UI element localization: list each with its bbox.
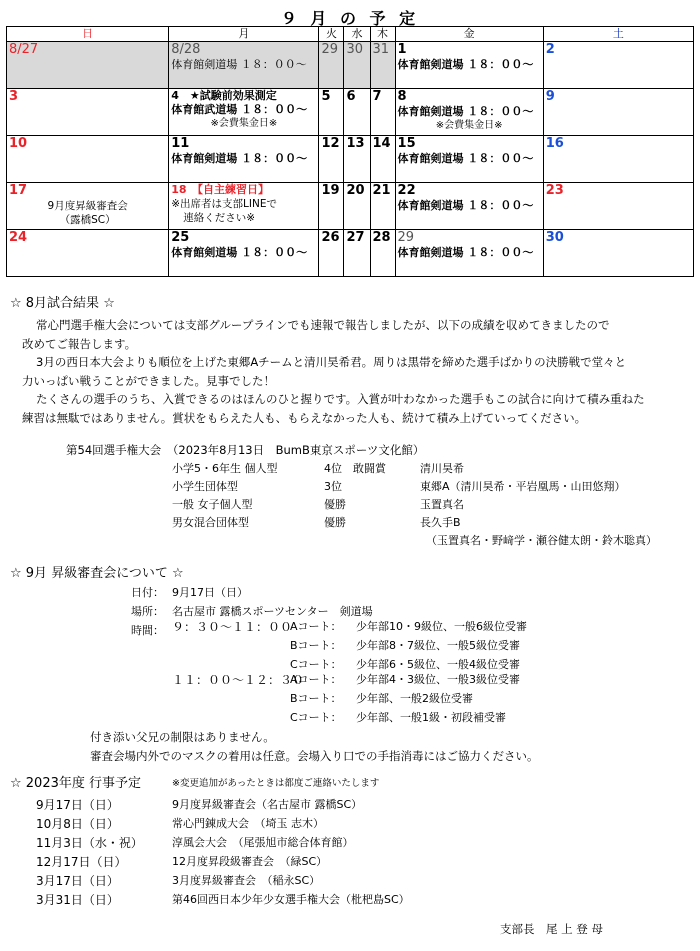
calendar-cell [344,42,370,89]
day-number: 26 [321,230,340,245]
weekday-thu: 木 [370,27,395,42]
exam-desc: 少年部、一般1級・初段補受審 [356,711,506,724]
weekday-mon: 月 [169,27,319,42]
calendar-cell [370,183,395,230]
calendar-cell [543,42,693,89]
day-number: 3 [9,89,19,104]
exam-court: Bコート： [290,639,342,652]
event-heading [171,183,316,197]
day-number: 11 [171,136,190,151]
weekday-wed: 水 [344,27,370,42]
calendar-cell [7,89,169,136]
event-text: 体育館剣道場 １８：００～ [397,152,534,165]
weekday-sat: 土 [543,27,693,42]
result-category: 男女混合団体型 [172,516,249,529]
result-category: 一般 女子個人型 [172,498,253,511]
exam-place-label: 場所： [131,605,164,618]
weekday-sun: 日 [7,27,169,42]
schedule-event: 第46回西日本少年少女選手権大会（枇杷島SC） [172,893,410,906]
day-number: 15 [397,136,416,151]
day-number: 27 [346,230,365,245]
signature: 支部長 尾 上 登 母 [500,922,603,936]
calendar [6,26,694,277]
exam-court: Aコート： [290,620,342,633]
day-number: 21 [372,183,391,198]
event-tag: 【自主練習日】 [197,183,270,196]
event-text: 体育館剣道場 １８：００～ [397,58,534,71]
page-title: ９ 月 の 予 定 [280,9,420,28]
calendar-cell [169,42,319,89]
event-heading [171,89,316,103]
schedule-remark: ※変更追加があったときは都度ご連絡いたします [172,778,380,789]
event-note: ※出席者は支部LINEで [171,198,277,210]
event-note: ※会費集金日※ [210,118,278,129]
calendar-cell [169,136,319,183]
schedule-event: 3月度昇級審査会 （稲永SC） [172,874,321,887]
schedule-heading: ☆ 2023年度 行事予定 [10,776,142,791]
calendar-cell [7,136,169,183]
results-text: 力いっぱい戦うことができました。見事でした！ [22,373,275,388]
exam-date: 9月17日（日） [172,586,248,599]
exam-desc: 少年部6・5級位、一般4級位受審 [356,658,520,671]
calendar-week [7,230,694,277]
calendar-cell [395,136,543,183]
results-text: 練習は無駄ではありません。賞状をもらえた人も、もらえなかった人も、続けて積み上げていってください。 [22,410,587,425]
day-number: 17 [9,183,28,198]
event-place: （露橋SC） [59,214,116,226]
calendar-cell [370,136,395,183]
calendar-cell [344,136,370,183]
calendar-cell [344,89,370,136]
weekday-tue: 火 [319,27,344,42]
exam-time: １１：００～１２：３０ [172,673,305,687]
calendar-cell [344,183,370,230]
calendar-week [7,136,694,183]
event-title: 9月度昇級審査会 [47,200,128,212]
day-number: 4 [171,89,179,102]
event-text: 体育館剣道場 １８：００～ [397,246,534,259]
schedule-event: 12月度昇段級審査会 （緑SC） [172,855,328,868]
day-number: 18 [171,183,187,196]
calendar-cell [319,136,344,183]
exam-note: 付き添い父兄の制限はありません。 [90,730,275,744]
results-text: 改めてご報告します。 [22,336,137,351]
calendar-cell [395,230,543,277]
calendar-cell [543,230,693,277]
calendar-cell [543,136,693,183]
day-number: 22 [397,183,416,198]
result-members: （玉置真名・野﨑学・瀬谷健太朗・鈴木聡真） [426,534,657,547]
exam-heading: ☆ 9月 昇級審査会について ☆ [10,566,184,581]
schedule-date: 10月8日（日） [36,817,119,831]
calendar-cell [319,183,344,230]
day-number: 9 [545,89,555,104]
exam-desc: 少年部、一般2級位受審 [356,692,473,705]
exam-court: Cコート： [290,658,342,671]
day-number: 5 [321,89,331,104]
day-number: 1 [397,42,407,57]
result-category: 小学生団体型 [172,480,238,493]
calendar-week [7,89,694,136]
calendar-cell [7,42,169,89]
event-text: 体育館剣道場 １８：００～ [397,199,534,212]
day-number: 16 [545,136,564,151]
calendar-cell [370,42,395,89]
calendar-cell [395,89,543,136]
calendar-cell [395,42,543,89]
result-rank: 3位 [324,480,342,493]
day-number: 30 [346,42,364,57]
day-number: 20 [346,183,365,198]
exam-time: ９：３０～１１：００ [172,620,293,634]
calendar-cell [319,89,344,136]
day-number: 23 [545,183,564,198]
calendar-week [7,42,694,89]
schedule-event: 常心門錬成大会 （埼玉 志木） [172,817,324,830]
calendar-cell [395,183,543,230]
results-text: 常心門選手権大会については支部グループラインでも速報で報告しましたが、以下の成績を収めてきましたので [36,318,610,332]
event-text: 体育館剣道場 １８：００～ [397,105,534,118]
day-number: 8/28 [171,42,201,57]
schedule-date: 9月17日（日） [36,798,119,812]
day-number: 6 [346,89,356,104]
day-number: 25 [171,230,190,245]
calendar-cell [7,230,169,277]
result-rank: 優勝 [324,516,346,529]
event-text: 体育館剣道場 １８：００～ [171,58,307,71]
day-number: 24 [9,230,28,245]
result-rank: 4位 敢闘賞 [324,462,386,475]
day-number: 10 [9,136,28,151]
exam-date-label: 日付： [131,586,164,599]
exam-desc: 少年部4・3級位、一般3級位受審 [356,673,520,686]
exam-desc: 少年部10・9級位、一般6級位受審 [356,620,527,633]
tournament-title: 第54回選手権大会 （2023年8月13日 BumB東京スポーツ文化館） [66,443,425,457]
event-title: ★試験前効果測定 [189,89,277,102]
calendar-cell [370,230,395,277]
results-text: 3月の西日本大会よりも順位を上げた東郷Aチームと清川昊希君。周りは黒帯を締めた選手ばかりの決勝戦で堂々と [36,355,627,369]
result-category: 小学5・6年生 個人型 [172,462,278,475]
calendar-cell [543,183,693,230]
day-number: 29 [321,42,338,57]
event-text: 体育館武道場 １８：００～ [171,103,308,116]
result-name: 東郷A（清川昊希・平岩凰馬・山田悠翔） [420,480,626,493]
calendar-cell [169,183,319,230]
calendar-cell [169,230,319,277]
schedule-date: 12月17日（日） [36,855,127,869]
exam-time-label: 時間： [131,624,164,637]
calendar-cell [319,42,344,89]
event-text: 体育館剣道場 １８：００～ [171,246,308,259]
schedule-date: 3月31日（日） [36,893,119,907]
result-rank: 優勝 [324,498,346,511]
schedule-date: 11月3日（水・祝） [36,836,143,850]
results-text: たくさんの選手のうち、入賞できるのはほんのひと握りです。入賞が叶わなかった選手もこの試合に向けて積み重ねた [36,392,645,406]
calendar-cell [169,89,319,136]
calendar-week [7,183,694,230]
calendar-cell [344,230,370,277]
result-name: 長久手B [420,516,461,529]
day-number: 2 [545,42,555,57]
weekday-header [7,27,694,42]
event-note: ※会費集金日※ [435,120,503,131]
schedule-event: 9月度昇級審査会（名古屋市 露橋SC） [172,798,363,811]
day-number: 8/27 [9,42,39,57]
exam-note: 審査会場内外でのマスクの着用は任意。会場入り口での手指消毒にはご協力ください。 [90,749,539,763]
calendar-cell [7,183,169,230]
calendar-cell [543,89,693,136]
results-heading: ☆ 8月試合結果 ☆ [10,296,115,311]
day-number: 8 [397,89,407,104]
calendar-cell [319,230,344,277]
day-number: 31 [372,42,390,57]
results-paragraph [22,316,662,427]
day-number: 7 [372,89,382,104]
weekday-fri: 金 [395,27,543,42]
exam-place: 名古屋市 露橋スポーツセンター 剣道場 [172,605,373,618]
result-name: 清川昊希 [420,462,464,475]
schedule-date: 3月17日（日） [36,874,119,888]
exam-court: Cコート： [290,711,342,724]
day-number: 13 [346,136,365,151]
exam-court: Bコート： [290,692,342,705]
event-note: 連絡ください※ [183,212,256,224]
day-number: 12 [321,136,340,151]
day-number: 30 [545,230,564,245]
day-number: 14 [372,136,391,151]
exam-court: Aコート： [290,673,342,686]
day-number: 28 [372,230,391,245]
result-name: 玉置真名 [420,498,464,511]
calendar-cell [370,89,395,136]
schedule-event: 淳風会大会 （尾張旭市総合体育館） [172,836,354,849]
exam-desc: 少年部8・7級位、一般5級位受審 [356,639,520,652]
day-number: 19 [321,183,340,198]
day-number: 29 [397,230,415,245]
event-text: 体育館剣道場 １８：００～ [171,152,308,165]
